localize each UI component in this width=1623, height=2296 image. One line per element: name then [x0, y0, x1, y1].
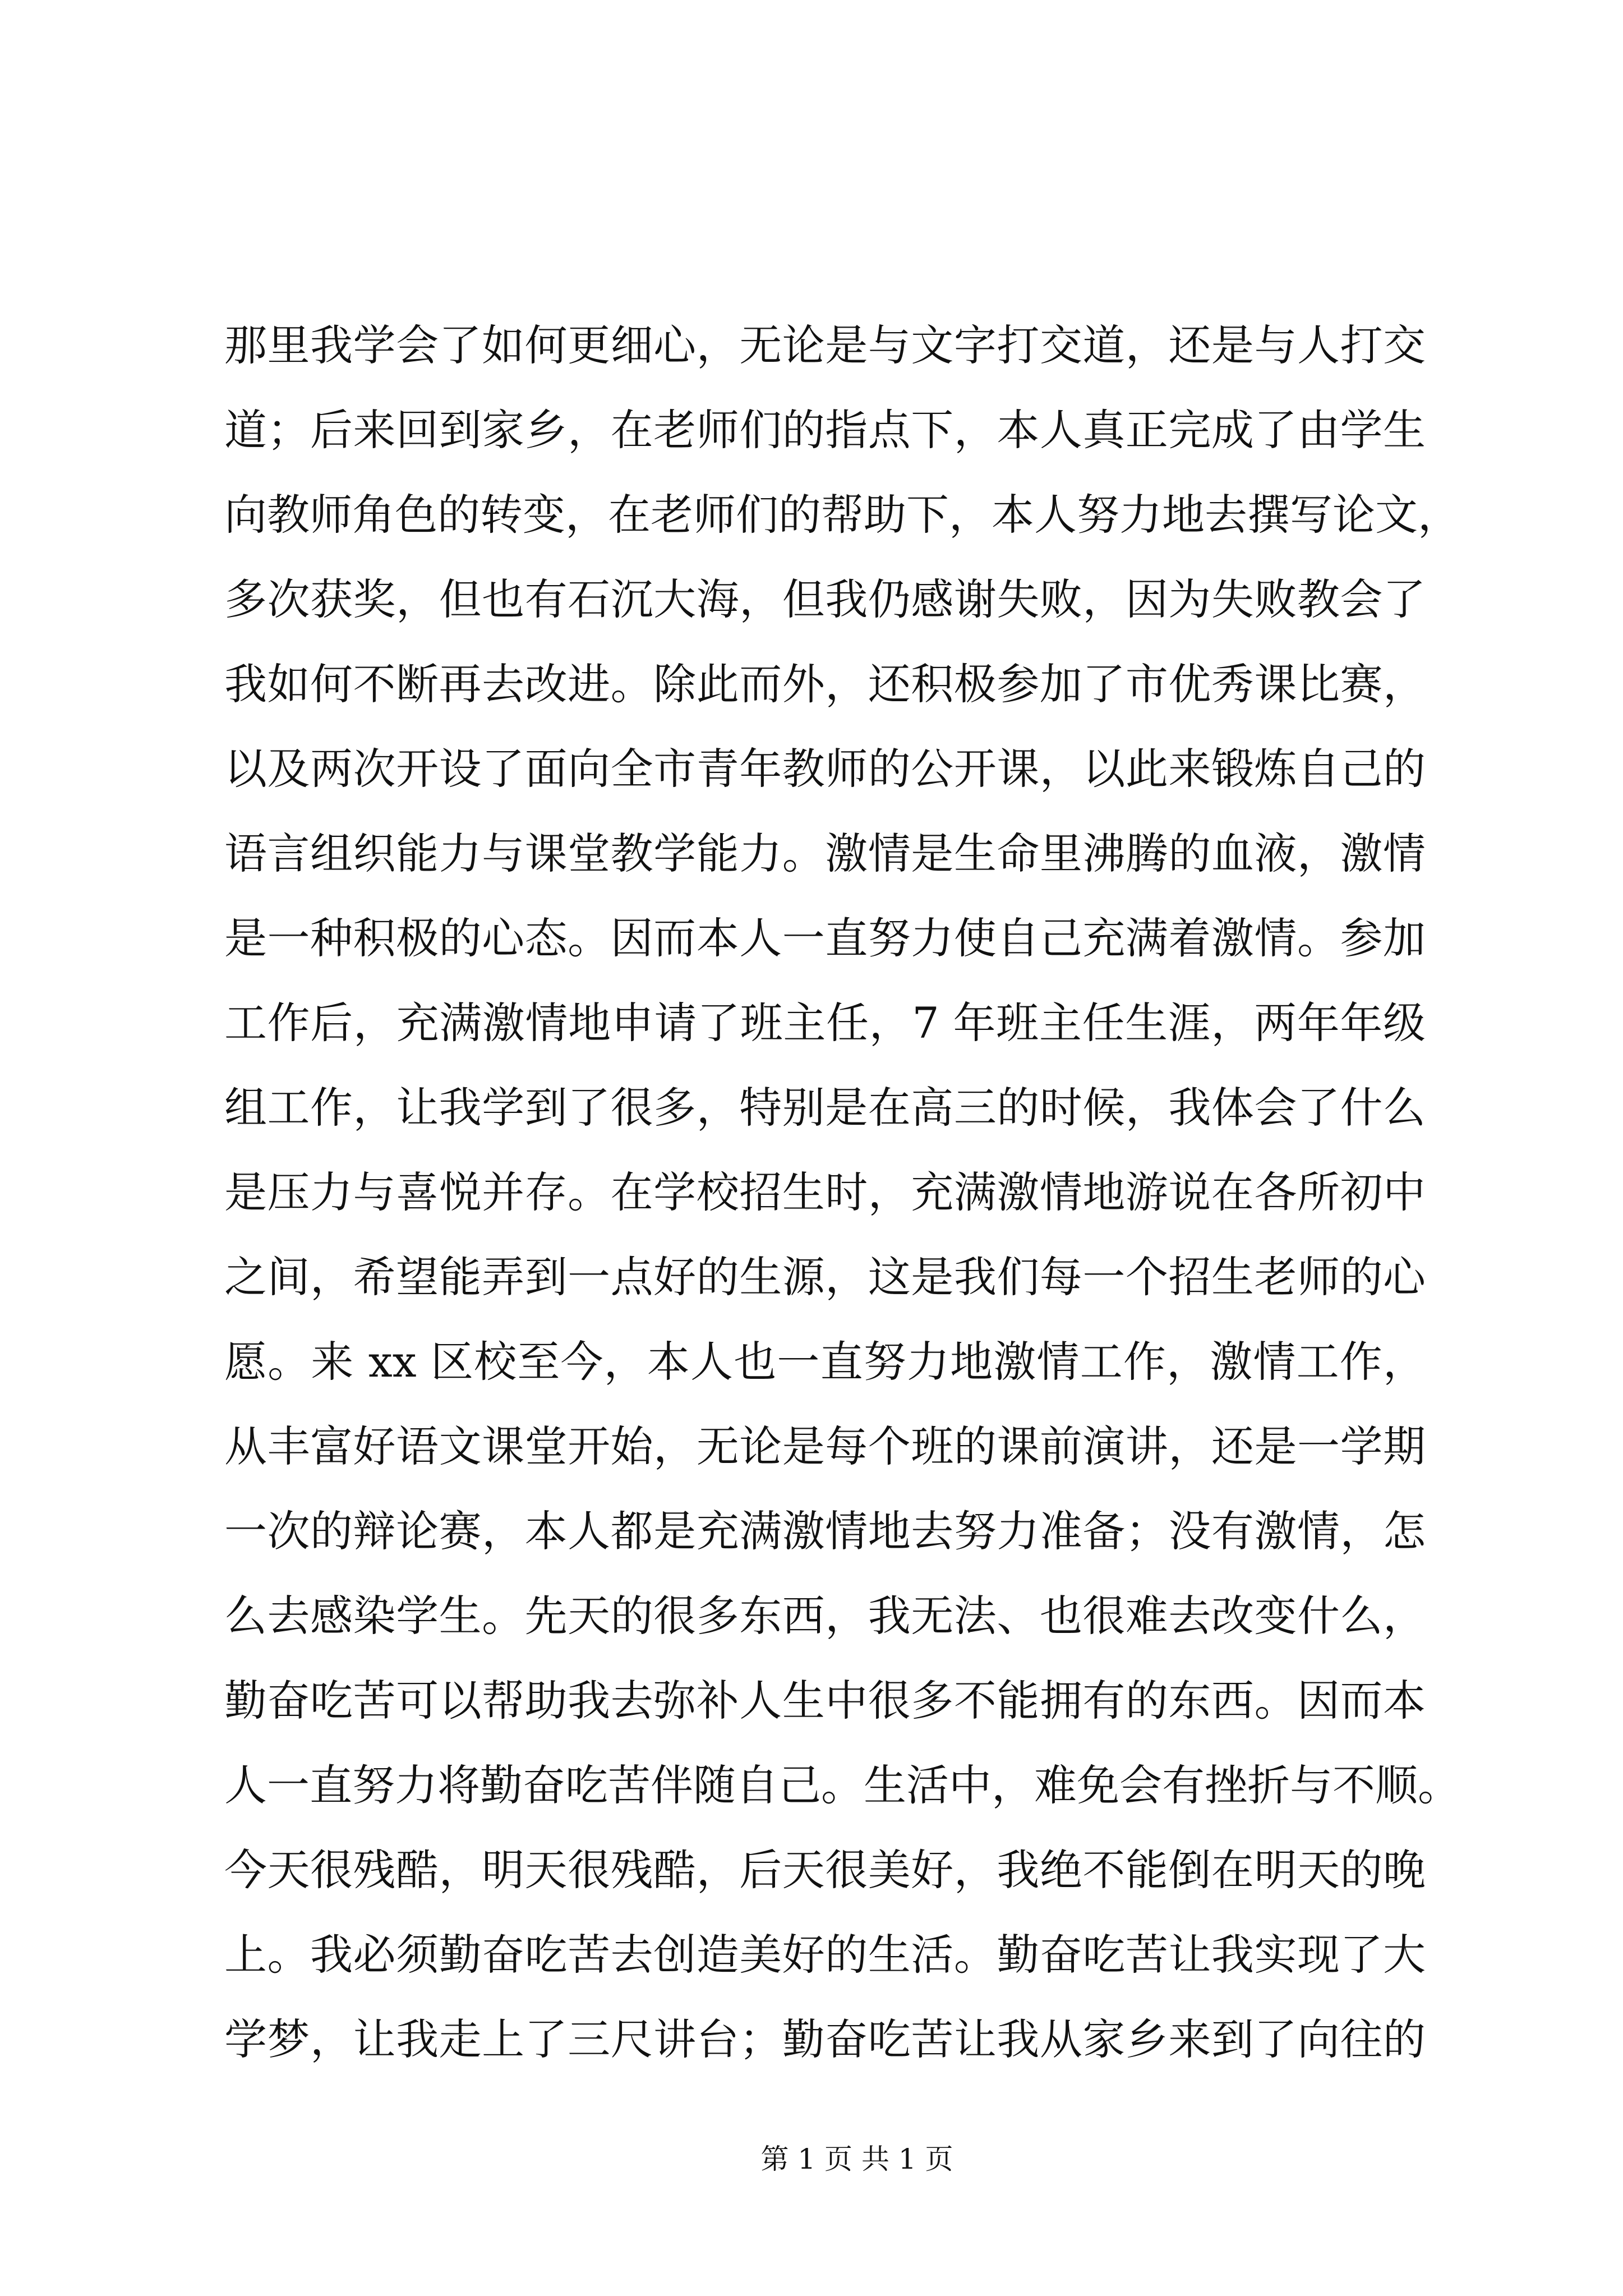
text-line: 工作后，充满激情地申请了班主任，7 年班主任生涯，两年年级: [224, 998, 1426, 1048]
text-line: 勤奋吃苦可以帮助我去弥补人生中很多不能拥有的东西。因而本: [224, 1676, 1426, 1726]
text-line: 学梦，让我走上了三尺讲台；勤奋吃苦让我从家乡来到了向往的: [224, 2014, 1426, 2064]
text-line: 一次的辩论赛，本人都是充满激情地去努力准备；没有激情，怎: [224, 1506, 1426, 1556]
text-line: 从丰富好语文课堂开始，无论是每个班的课前演讲，还是一学期: [224, 1421, 1426, 1471]
text-line: 道；后来回到家乡，在老师们的指点下，本人真正完成了由学生: [224, 405, 1426, 455]
text-line: 我如何不断再去改进。除此而外，还积极参加了市优秀课比赛，: [224, 659, 1426, 709]
text-line: 愿。来 xx 区校至今，本人也一直努力地激情工作，激情工作，: [224, 1337, 1426, 1387]
text-line: 是压力与喜悦并存。在学校招生时，充满激情地游说在各所初中: [224, 1167, 1426, 1217]
text-line: 么去感染学生。先天的很多东西，我无法、也很难去改变什么，: [224, 1591, 1426, 1641]
text-line: 是一种积极的心态。因而本人一直努力使自己充满着激情。参加: [224, 913, 1426, 963]
text-line: 今天很残酷，明天很残酷，后天很美好，我绝不能倒在明天的晚: [224, 1845, 1426, 1895]
text-line: 之间，希望能弄到一点好的生源，这是我们每一个招生老师的心: [224, 1252, 1426, 1302]
text-line: 多次获奖，但也有石沉大海，但我仍感谢失败，因为失败教会了: [224, 574, 1426, 624]
text-line: 人一直努力将勤奋吃苦伴随自己。生活中，难免会有挫折与不顺。: [224, 1760, 1460, 1810]
text-line: 向教师角色的转变，在老师们的帮助下，本人努力地去撰写论文，: [224, 490, 1460, 540]
page-footer: 第 1 页 共 1 页: [760, 2143, 953, 2175]
body-text: [224, 303, 1460, 2082]
text-line: 那里我学会了如何更细心，无论是与文字打交道，还是与人打交: [224, 320, 1426, 370]
text-line: 组工作，让我学到了很多，特别是在高三的时候，我体会了什么: [224, 1083, 1426, 1133]
text-line: 语言组织能力与课堂教学能力。激情是生命里沸腾的血液，激情: [224, 829, 1426, 878]
text-line: 以及两次开设了面向全市青年教师的公开课，以此来锻炼自己的: [224, 744, 1426, 794]
text-line: 上。我必须勤奋吃苦去创造美好的生活。勤奋吃苦让我实现了大: [224, 1930, 1426, 1980]
